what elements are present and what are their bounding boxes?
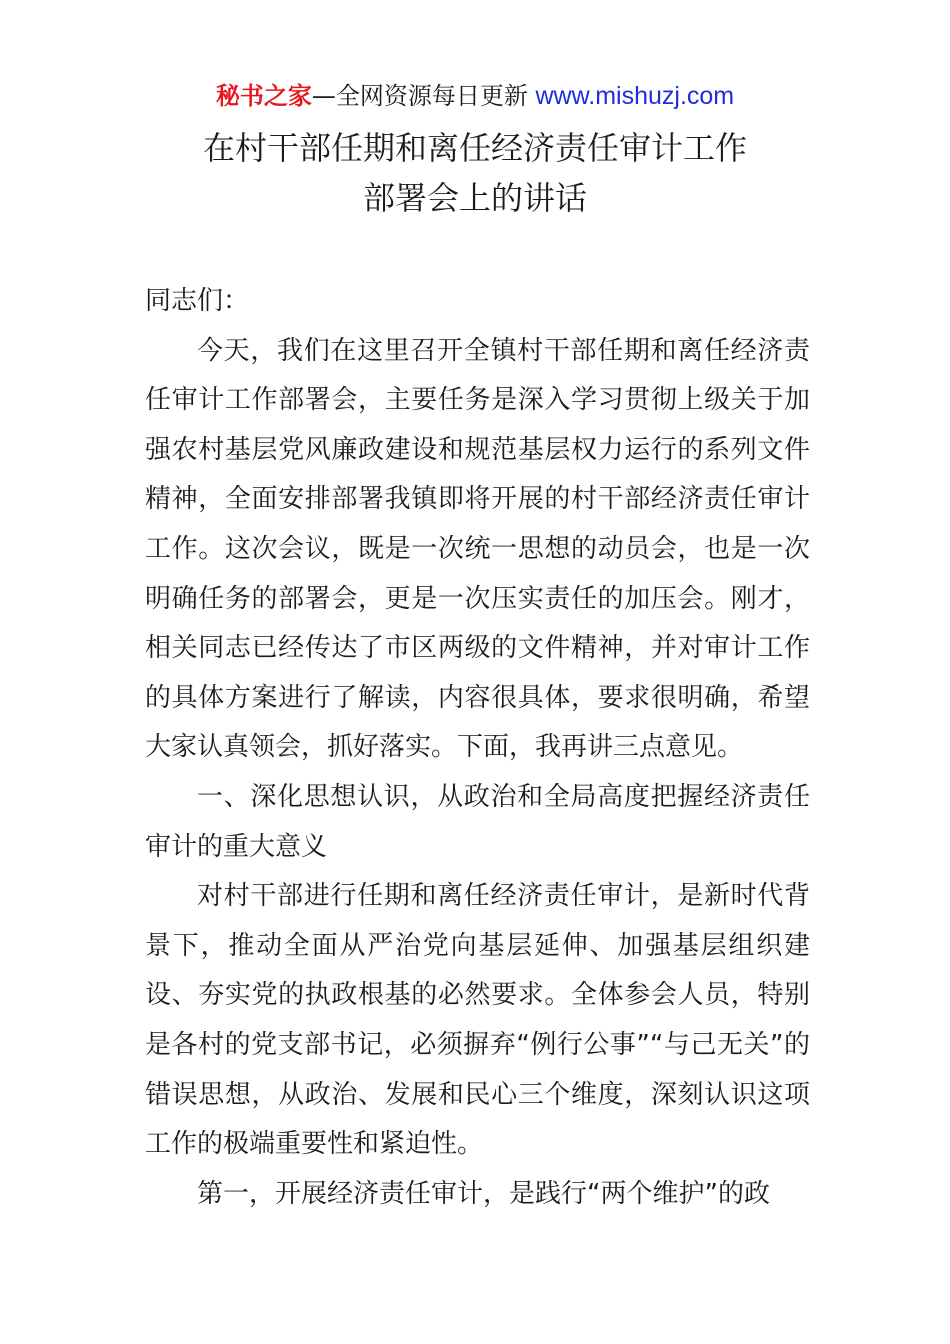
- paragraph-opening: 今天，我们在这里召开全镇村干部任期和离任经济责任审计工作部署会，主要任务是深入学习贯彻上级关于加强农村基层党风廉政建设和规范基层权力运行的系列文件精神，全面安排部署我镇即将开展的村干部经济责任审计工作。这次会议，既是一次统一思想的动员会，也是一次明确任务的部署会，更是一次压实责任的加压会。刚才，相关同志已经传达了市区两级的文件精神，并对审计工作的具体方案进行了解读，内容很具体，要求很明确，希望大家认真领会，抓好落实。下面，我再讲三点意见。: [145, 335, 810, 763]
- document-body: [145, 277, 810, 1219]
- paragraph-point-1: 第一，开展经济责任审计，是践行“两个维护”的政: [197, 1178, 770, 1209]
- header-tagline: —全网资源每日更新: [311, 82, 528, 110]
- document-title-line-1: 在村干部任期和离任经济责任审计工作: [202, 129, 747, 167]
- brand-name: 秘书之家: [215, 82, 312, 110]
- site-header: [0, 80, 950, 112]
- site-url-link[interactable]: www.mishuzj.com: [535, 82, 735, 110]
- section-heading-1: 一、深化思想认识，从政治和全局高度把握经济责任审计的重大意义: [145, 781, 810, 862]
- salutation: 同志们：: [145, 286, 250, 316]
- document-title-line-2: 部署会上的讲话: [362, 179, 587, 217]
- paragraph-significance: 对村干部进行任期和离任经济责任审计，是新时代背景下，推动全面从严治党向基层延伸、加强基层组织建设、夯实党的执政根基的必然要求。全体参会人员，特别是各村的党支部书记，必须摒弃“例行公事”“与己无关”的错误思想，从政治、发展和民心三个维度，深刻认识这项工作的极端重要性和紧迫性。: [145, 881, 810, 1160]
